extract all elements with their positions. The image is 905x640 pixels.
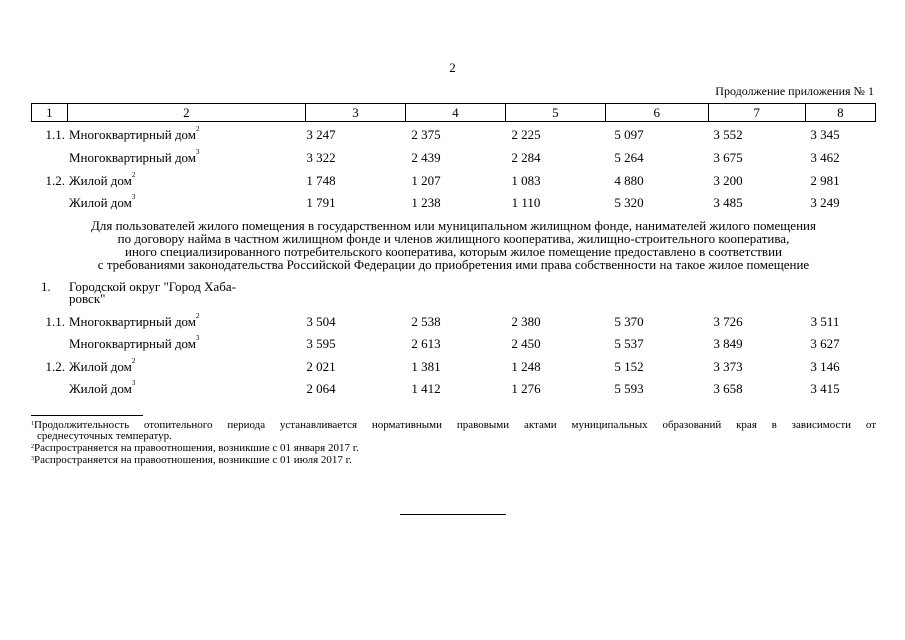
row-code: 1.1. — [45, 314, 65, 329]
value-col-8: 2 981 — [810, 173, 840, 188]
table-row — [31, 381, 876, 401]
value-col-6: 5 097 — [614, 127, 644, 142]
row-name: Жилой дом$^2$ — [69, 171, 136, 188]
section-heading-line: Для пользователей жилого помещения в государственном или муниципальном жилищном фонде, нанимателей жилого помещения — [91, 218, 816, 233]
value-col-7: 3 200 — [713, 173, 743, 188]
continuation-note: Продолжение приложения № 1 — [715, 84, 874, 98]
value-col-5: 2 225 — [511, 127, 541, 142]
table-row — [31, 173, 876, 193]
value-col-4: 1 238 — [411, 195, 441, 210]
row-code: 1.2. — [45, 359, 65, 374]
value-col-8: 3 462 — [810, 150, 840, 165]
value-col-7: 3 675 — [713, 150, 743, 165]
col-header-5: 5 — [505, 104, 605, 122]
row-name: Многоквартирный дом$^3$ — [69, 148, 200, 165]
value-col-3: 1 748 — [306, 173, 336, 188]
value-col-5: 1 083 — [511, 173, 541, 188]
value-col-5: 1 110 — [511, 195, 541, 210]
value-col-8: 3 415 — [810, 381, 840, 396]
row-name: Жилой дом$^3$ — [69, 379, 136, 396]
value-col-5: 2 450 — [511, 336, 541, 351]
group-name: Городской округ "Город Хаба- ровск" — [69, 279, 237, 306]
value-col-3: 3 595 — [306, 336, 336, 351]
value-col-5: 1 276 — [511, 381, 541, 396]
value-col-4: 2 439 — [411, 150, 441, 165]
col-header-3: 3 — [306, 104, 406, 122]
value-col-4: 2 613 — [411, 336, 441, 351]
value-col-6: 5 152 — [614, 359, 644, 374]
value-col-4: 1 381 — [411, 359, 441, 374]
value-col-3: 3 504 — [306, 314, 336, 329]
value-col-6: 5 593 — [614, 381, 644, 396]
footnote-1: $^1$Продолжительность отопительного периода устанавливается нормативными правовыми актами муниципальных образований края в зависимости от — [31, 419, 876, 431]
value-col-4: 2 375 — [411, 127, 441, 142]
column-number-header — [31, 103, 876, 122]
value-col-3: 1 791 — [306, 195, 336, 210]
section-heading-line: по договору найма в частном жилищном фонде и членов жилищного кооператива, жилищно-строительного кооператива, — [117, 231, 790, 246]
section-heading-line: иного специализированного потребительского кооператива, которым жилое помещение предоставлено в соответствии — [124, 244, 782, 259]
value-col-3: 3 322 — [306, 150, 336, 165]
value-col-3: 3 247 — [306, 127, 336, 142]
table-row — [31, 127, 876, 147]
value-col-8: 3 627 — [810, 336, 840, 351]
value-col-8: 3 345 — [810, 127, 840, 142]
row-name: Многоквартирный дом$^2$ — [69, 125, 200, 142]
value-col-4: 1 207 — [411, 173, 441, 188]
table-row — [31, 150, 876, 170]
value-col-4: 2 538 — [411, 314, 441, 329]
col-header-1: 1 — [32, 104, 68, 122]
table-row — [31, 195, 876, 215]
value-col-6: 4 880 — [614, 173, 644, 188]
value-col-7: 3 485 — [713, 195, 743, 210]
value-col-8: 3 511 — [810, 314, 840, 329]
col-header-7: 7 — [708, 104, 805, 122]
row-code: 1.1. — [45, 127, 65, 142]
value-col-6: 5 264 — [614, 150, 644, 165]
col-header-4: 4 — [405, 104, 505, 122]
table-row — [31, 359, 876, 379]
row-name: Жилой дом$^3$ — [69, 193, 136, 210]
value-col-4: 1 412 — [411, 381, 441, 396]
value-col-6: 5 320 — [614, 195, 644, 210]
footnote-1-continuation: среднесуточных температур. — [37, 430, 172, 442]
table-row — [31, 336, 876, 356]
value-col-6: 5 537 — [614, 336, 644, 351]
value-col-5: 2 284 — [511, 150, 541, 165]
section-heading — [31, 219, 876, 271]
footnote-3: $^3$Распространяется на правоотношения, возникшие с 01 июля 2017 г. — [31, 454, 352, 466]
value-col-3: 2 021 — [306, 359, 336, 374]
value-col-5: 2 380 — [511, 314, 541, 329]
value-col-7: 3 658 — [713, 381, 743, 396]
col-header-8: 8 — [805, 104, 875, 122]
row-name: Жилой дом$^2$ — [69, 357, 136, 374]
group-number: 1. — [41, 279, 51, 294]
row-code: 1.2. — [45, 173, 65, 188]
row-name: Многоквартирный дом$^3$ — [69, 334, 200, 351]
value-col-3: 2 064 — [306, 381, 336, 396]
section-heading-line: с требованиями законодательства Российской Федерации до приобретения ими права собственности на такое жилое помещение — [97, 257, 810, 272]
footnote-2: $^2$Распространяется на правоотношения, возникшие с 01 января 2017 г. — [31, 442, 359, 454]
col-header-2: 2 — [67, 104, 305, 122]
end-divider — [400, 514, 506, 515]
value-col-5: 1 248 — [511, 359, 541, 374]
table-row — [31, 314, 876, 334]
value-col-7: 3 373 — [713, 359, 743, 374]
value-col-7: 3 552 — [713, 127, 743, 142]
value-col-6: 5 370 — [614, 314, 644, 329]
col-header-6: 6 — [605, 104, 708, 122]
page-number: 2 — [449, 60, 456, 75]
value-col-7: 3 849 — [713, 336, 743, 351]
footnote-divider — [31, 415, 143, 416]
value-col-8: 3 146 — [810, 359, 840, 374]
row-name: Многоквартирный дом$^2$ — [69, 312, 200, 329]
value-col-7: 3 726 — [713, 314, 743, 329]
value-col-8: 3 249 — [810, 195, 840, 210]
